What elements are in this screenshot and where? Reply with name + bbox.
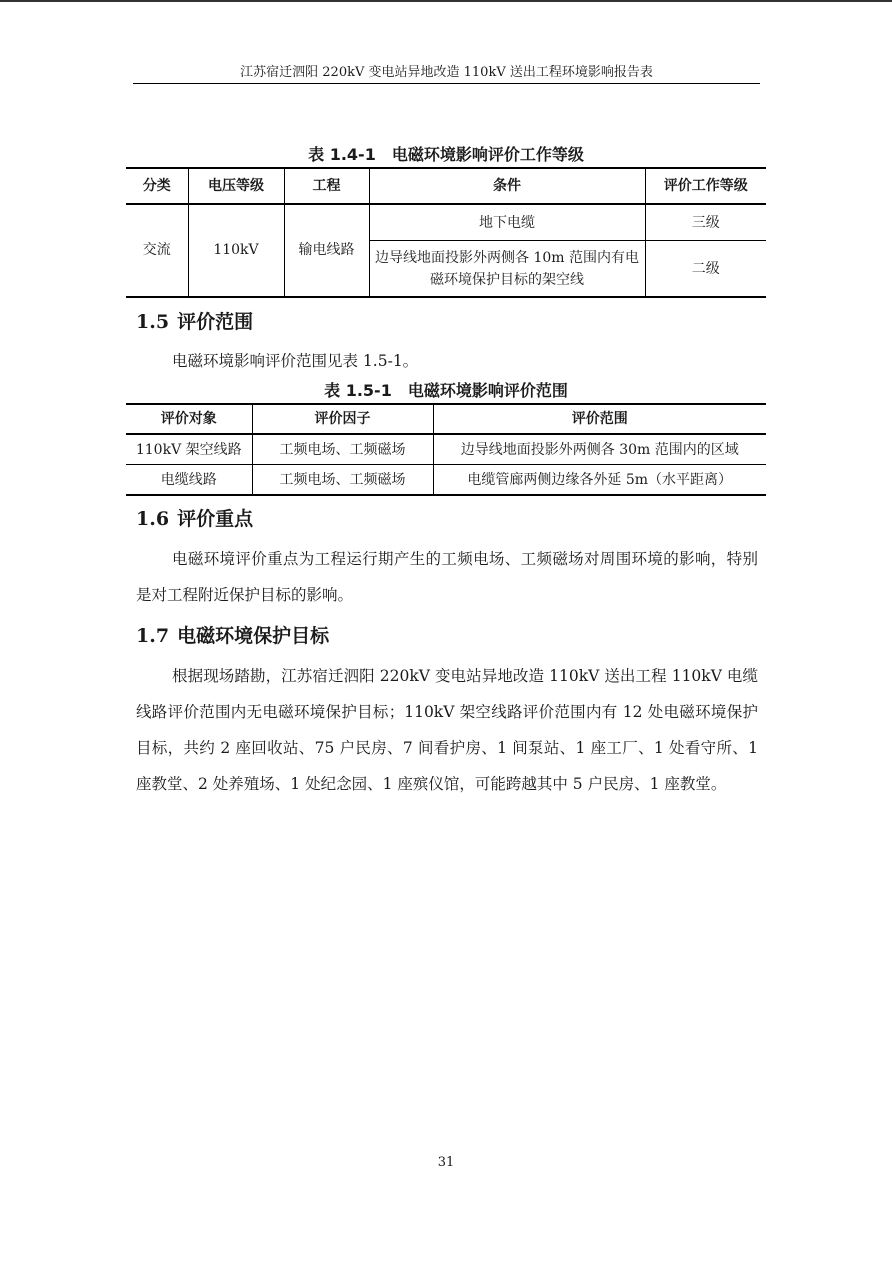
table-row — [126, 465, 766, 496]
section-number: 1.6 — [136, 508, 170, 530]
column-header: 评价范围 — [433, 404, 766, 434]
column-header: 条件 — [369, 168, 645, 204]
column-header: 电压等级 — [188, 168, 284, 204]
voltage-cell: 110kV — [188, 204, 284, 297]
object-cell: 电缆线路 — [126, 465, 252, 496]
table-header-row — [126, 404, 766, 434]
condition-cell: 边导线地面投影外两侧各 10m 范围内有电磁环境保护目标的架空线 — [369, 241, 645, 298]
range-cell: 边导线地面投影外两侧各 30m 范围内的区域 — [433, 434, 766, 465]
running-header: 江苏宿迁泗阳 220kV 变电站异地改造 110kV 送出工程环境影响报告表 — [133, 63, 760, 84]
section-title: 评价范围 — [177, 311, 254, 333]
section-heading-1-6 — [136, 506, 253, 532]
table-row — [126, 434, 766, 465]
section-heading-1-5 — [136, 309, 253, 335]
section-title: 评价重点 — [177, 508, 254, 530]
section-1-6-paragraph: 电磁环境评价重点为工程运行期产生的工频电场、工频磁场对周围环境的影响，特别是对工程附近保护目标的影响。 — [136, 550, 758, 604]
section-number: 1.7 — [136, 625, 170, 647]
project-cell: 输电线路 — [284, 204, 369, 297]
range-cell: 电缆管廊两侧边缘各外延 5m（水平距离） — [433, 465, 766, 496]
column-header: 评价工作等级 — [645, 168, 766, 204]
section-title: 电磁环境保护目标 — [177, 625, 330, 647]
table-1-5-1 — [126, 403, 766, 496]
table-1-5-1-caption: 表 1.5-1 电磁环境影响评价范围 — [324, 381, 568, 400]
table-row — [126, 204, 766, 241]
table-1-4-1-caption: 表 1.4-1 电磁环境影响评价工作等级 — [308, 145, 584, 164]
column-header: 评价对象 — [126, 404, 252, 434]
section-1-5-paragraph: 电磁环境影响评价范围见表 1.5-1。 — [172, 352, 419, 370]
factor-cell: 工频电场、工频磁场 — [252, 465, 433, 496]
condition-cell: 地下电缆 — [369, 204, 645, 241]
section-number: 1.5 — [136, 311, 170, 333]
table-1-4-1 — [126, 167, 766, 298]
grade-cell: 二级 — [645, 241, 766, 298]
grade-cell: 三级 — [645, 204, 766, 241]
column-header: 评价因子 — [252, 404, 433, 434]
factor-cell: 工频电场、工频磁场 — [252, 434, 433, 465]
column-header: 工程 — [284, 168, 369, 204]
column-header: 分类 — [126, 168, 188, 204]
category-cell: 交流 — [126, 204, 188, 297]
section-heading-1-7 — [136, 623, 329, 649]
table-header-row — [126, 168, 766, 204]
top-border-line — [0, 0, 892, 2]
object-cell: 110kV 架空线路 — [126, 434, 252, 465]
page-number: 31 — [437, 1155, 455, 1170]
section-1-7-paragraph: 根据现场踏勘，江苏宿迁泗阳 220kV 变电站异地改造 110kV 送出工程 110kV 电缆线路评价范围内无电磁环境保护目标；110kV 架空线路评价范围内有 12 处电磁环境保护目标，共约 2 座回收站、75 户民房、7 间看护房、1 间泵站、1 座工厂、1 处看守所、1 座教堂、2 处养殖场、1 处纪念园、1 座殡仪馆，可能跨越其中 5 户民房、1 座教堂。 — [136, 667, 758, 793]
